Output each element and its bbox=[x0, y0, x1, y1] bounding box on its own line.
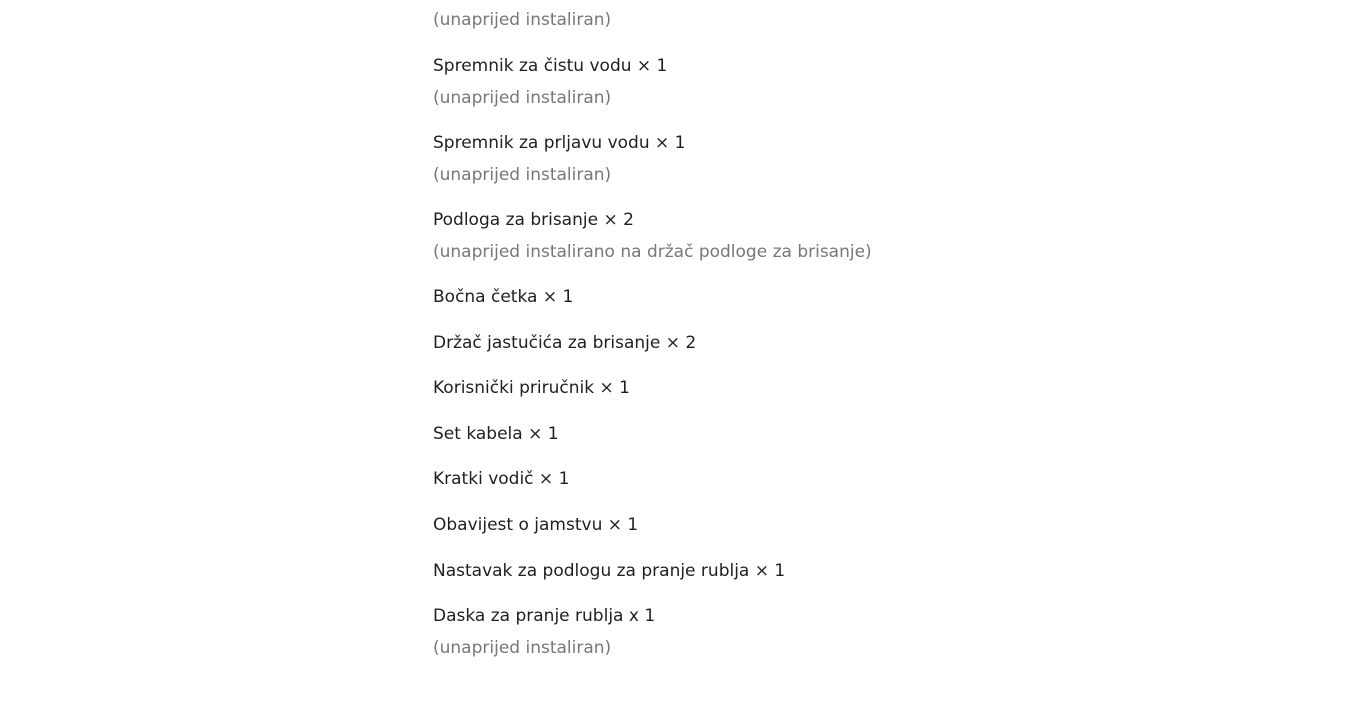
item-label: Obavijest o jamstvu × 1 bbox=[433, 515, 639, 535]
list-item-washboard bbox=[433, 604, 655, 660]
list-item-dirty-water-tank bbox=[433, 131, 686, 187]
item-label: Držač jastučića za brisanje × 2 bbox=[433, 333, 697, 353]
item-label: Podloga za brisanje × 2 bbox=[433, 210, 634, 230]
list-item-mopping-pad bbox=[433, 208, 872, 264]
item-label: Set kabela × 1 bbox=[433, 424, 559, 444]
list-item-cable-set bbox=[433, 422, 559, 446]
item-label: Bočna četka × 1 bbox=[433, 287, 574, 307]
item-label: Korisnički priručnik × 1 bbox=[433, 378, 630, 398]
list-item-mop-pad-holder bbox=[433, 331, 696, 355]
list-item-warranty-notice bbox=[433, 513, 638, 537]
item-note: (unaprijed instaliran) bbox=[433, 88, 612, 108]
item-label: Daska za pranje rublja x 1 bbox=[433, 606, 656, 626]
list-item-user-manual bbox=[433, 376, 630, 400]
item-label: Kratki vodič × 1 bbox=[433, 469, 570, 489]
item-note: (unaprijed instaliran) bbox=[433, 638, 612, 658]
item-label: Spremnik za čistu vodu × 1 bbox=[433, 56, 668, 76]
item-note: (unaprijed instalirano na držač podloge za brisanje) bbox=[433, 242, 872, 262]
list-item-clean-water-tank bbox=[433, 54, 667, 110]
list-item-washboard-attachment bbox=[433, 559, 785, 583]
item-label: Spremnik za prljavu vodu × 1 bbox=[433, 133, 686, 153]
top-item-note: (unaprijed instaliran) bbox=[433, 10, 612, 30]
list-item-quick-guide bbox=[433, 467, 569, 491]
list-item-side-brush bbox=[433, 285, 573, 309]
item-note: (unaprijed instaliran) bbox=[433, 165, 612, 185]
item-label: Nastavak za podlogu za pranje rublja × 1 bbox=[433, 561, 786, 581]
